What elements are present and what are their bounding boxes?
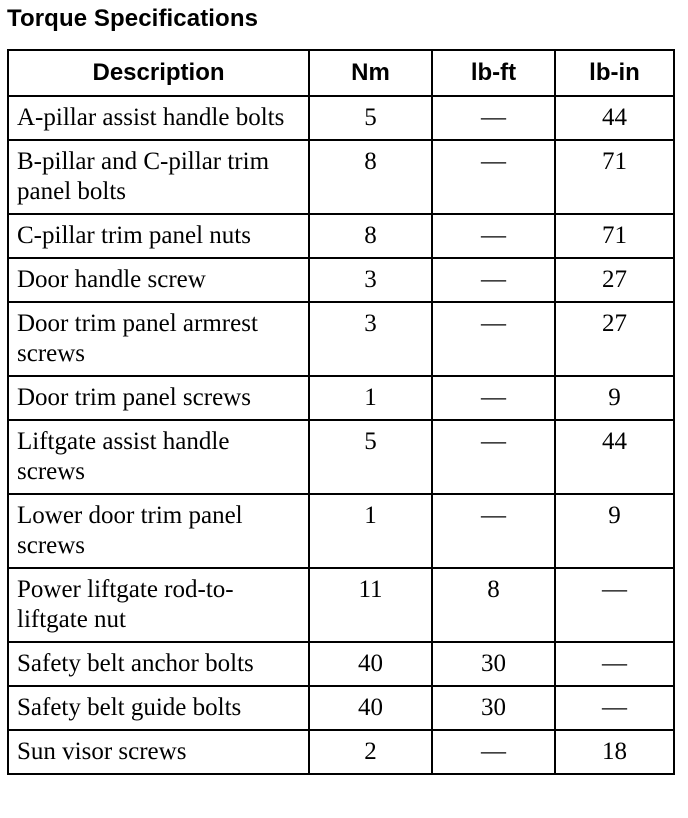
page-title: Torque Specifications: [7, 5, 259, 32]
header-lb-ft: lb-ft: [432, 50, 555, 96]
cell-lb-in: 44: [555, 96, 674, 140]
cell-description: Safety belt guide bolts: [8, 686, 309, 730]
header-nm: Nm: [309, 50, 432, 96]
cell-lb-ft: 30: [432, 686, 555, 730]
cell-description: C-pillar trim panel nuts: [8, 214, 309, 258]
cell-nm: 40: [309, 686, 432, 730]
header-description: Description: [8, 50, 309, 96]
table-row: [8, 494, 674, 568]
cell-nm: 3: [309, 302, 432, 376]
cell-description: Liftgate assist handle screws: [8, 420, 309, 494]
cell-description: Sun visor screws: [8, 730, 309, 774]
cell-description: Door trim panel armrest screws: [8, 302, 309, 376]
cell-lb-in: 9: [555, 376, 674, 420]
table-row: [8, 214, 674, 258]
cell-lb-ft: —: [432, 376, 555, 420]
cell-lb-in: 9: [555, 494, 674, 568]
cell-nm: 1: [309, 494, 432, 568]
cell-nm: 5: [309, 420, 432, 494]
cell-lb-in: 27: [555, 302, 674, 376]
cell-lb-in: 71: [555, 140, 674, 214]
cell-description: Door handle screw: [8, 258, 309, 302]
torque-spec-table: [7, 49, 675, 775]
cell-description: Safety belt anchor bolts: [8, 642, 309, 686]
table-row: [8, 420, 674, 494]
cell-lb-in: 18: [555, 730, 674, 774]
cell-nm: 11: [309, 568, 432, 642]
cell-nm: 8: [309, 214, 432, 258]
table-row: [8, 642, 674, 686]
cell-nm: 5: [309, 96, 432, 140]
cell-nm: 3: [309, 258, 432, 302]
cell-lb-ft: 8: [432, 568, 555, 642]
cell-nm: 1: [309, 376, 432, 420]
cell-lb-in: —: [555, 686, 674, 730]
cell-lb-in: 44: [555, 420, 674, 494]
cell-lb-ft: —: [432, 214, 555, 258]
cell-lb-ft: —: [432, 140, 555, 214]
table-row: [8, 258, 674, 302]
table-row: [8, 568, 674, 642]
cell-lb-ft: —: [432, 302, 555, 376]
header-lb-in: lb-in: [555, 50, 674, 96]
cell-lb-in: —: [555, 568, 674, 642]
cell-lb-in: 71: [555, 214, 674, 258]
table-header-row: [8, 50, 674, 96]
cell-description: B-pillar and C-pillar trim panel bolts: [8, 140, 309, 214]
table-row: [8, 376, 674, 420]
cell-description: Power liftgate rod-to-liftgate nut: [8, 568, 309, 642]
cell-lb-ft: —: [432, 494, 555, 568]
cell-lb-ft: —: [432, 96, 555, 140]
cell-nm: 2: [309, 730, 432, 774]
cell-description: Lower door trim panel screws: [8, 494, 309, 568]
cell-description: Door trim panel screws: [8, 376, 309, 420]
table-row: [8, 140, 674, 214]
cell-lb-ft: —: [432, 258, 555, 302]
cell-lb-ft: —: [432, 730, 555, 774]
cell-nm: 40: [309, 642, 432, 686]
cell-description: A-pillar assist handle bolts: [8, 96, 309, 140]
cell-lb-in: 27: [555, 258, 674, 302]
table-row: [8, 686, 674, 730]
cell-nm: 8: [309, 140, 432, 214]
table-row: [8, 302, 674, 376]
table-row: [8, 96, 674, 140]
cell-lb-ft: —: [432, 420, 555, 494]
cell-lb-in: —: [555, 642, 674, 686]
cell-lb-ft: 30: [432, 642, 555, 686]
table-row: [8, 730, 674, 774]
